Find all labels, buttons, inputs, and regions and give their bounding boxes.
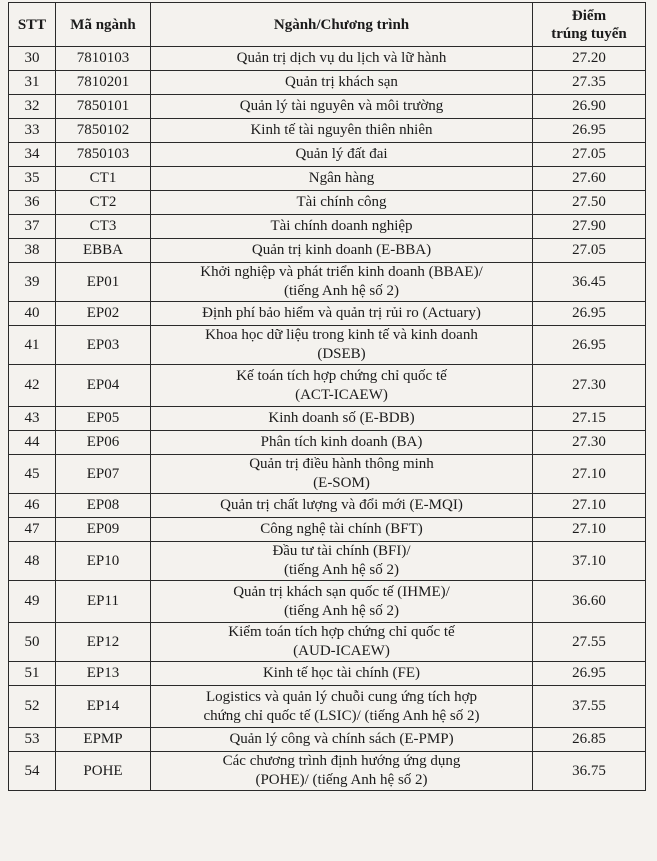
row-program: [151, 494, 533, 518]
table-row: [9, 239, 646, 263]
table-row: [9, 752, 646, 791]
row-program-line: (tiếng Anh hệ số 2): [284, 562, 399, 578]
row-program-line: Quản trị dịch vụ du lịch và lữ hành: [236, 50, 447, 66]
row-program-line: Các chương trình định hướng ứng dụng: [222, 753, 461, 769]
table-row: [9, 191, 646, 215]
table-row: [9, 263, 646, 302]
row-code: EPMP: [56, 728, 151, 752]
table-row: [9, 518, 646, 542]
row-code: 7850101: [56, 95, 151, 119]
row-score: 27.15: [533, 407, 646, 431]
row-code: CT2: [56, 191, 151, 215]
row-code: EP11: [56, 581, 151, 623]
row-program-line: Quản trị khách sạn quốc tế (IHME)/: [233, 583, 450, 600]
row-program-line: Quản lý công và chính sách (E-PMP): [229, 731, 454, 747]
header-program: Ngành/Chương trình: [151, 3, 533, 47]
row-program: [151, 119, 533, 143]
row-program-line: Kế toán tích hợp chứng chỉ quốc tế: [236, 367, 447, 384]
table-row: [9, 143, 646, 167]
row-score: 26.95: [533, 662, 646, 686]
row-program-line: Logistics và quản lý chuỗi cung ứng tích hợp: [205, 688, 478, 705]
table-row: [9, 95, 646, 119]
row-stt: 44: [9, 431, 56, 455]
row-score: 27.05: [533, 239, 646, 263]
row-program-line: (POHE)/ (tiếng Anh hệ số 2): [255, 772, 428, 788]
row-score: 37.55: [533, 686, 646, 728]
row-code: EP14: [56, 686, 151, 728]
row-code: EP13: [56, 662, 151, 686]
row-program: [151, 752, 533, 791]
row-code: POHE: [56, 752, 151, 791]
row-stt: 40: [9, 302, 56, 326]
row-score: 27.60: [533, 167, 646, 191]
row-program: [151, 542, 533, 581]
row-stt: 33: [9, 119, 56, 143]
row-stt: 47: [9, 518, 56, 542]
row-program: [151, 239, 533, 263]
row-program: [151, 686, 533, 728]
row-program: [151, 167, 533, 191]
row-program-line: Ngân hàng: [308, 170, 375, 186]
row-stt: 36: [9, 191, 56, 215]
row-stt: 34: [9, 143, 56, 167]
header-score: [533, 3, 646, 47]
row-stt: 46: [9, 494, 56, 518]
row-stt: 39: [9, 263, 56, 302]
row-score: 36.60: [533, 581, 646, 623]
row-program-line: (tiếng Anh hệ số 2): [284, 602, 399, 619]
row-stt: 52: [9, 686, 56, 728]
row-score: 26.95: [533, 302, 646, 326]
row-code: EP07: [56, 455, 151, 494]
row-program-line: Kiểm toán tích hợp chứng chỉ quốc tế: [228, 624, 455, 640]
row-program: [151, 95, 533, 119]
row-program: [151, 728, 533, 752]
row-program: [151, 623, 533, 662]
table-row: [9, 662, 646, 686]
table-row: [9, 623, 646, 662]
row-score: 26.95: [533, 326, 646, 365]
row-program-line: (DSEB): [317, 346, 366, 362]
row-code: 7810201: [56, 71, 151, 95]
row-code: EP10: [56, 542, 151, 581]
row-score: 26.85: [533, 728, 646, 752]
row-stt: 38: [9, 239, 56, 263]
row-stt: 43: [9, 407, 56, 431]
row-program-line: Quản lý tài nguyên và môi trường: [239, 98, 444, 114]
row-stt: 31: [9, 71, 56, 95]
row-program: [151, 407, 533, 431]
row-program-line: chứng chỉ quốc tế (LSIC)/ (tiếng Anh hệ số 2): [203, 707, 480, 724]
row-code: EP01: [56, 263, 151, 302]
row-score: 26.90: [533, 95, 646, 119]
row-score: 27.35: [533, 71, 646, 95]
header-score-line1: Điểm: [571, 7, 607, 24]
row-code: CT3: [56, 215, 151, 239]
table-row: [9, 326, 646, 365]
row-score: 37.10: [533, 542, 646, 581]
table-row: [9, 407, 646, 431]
row-program-line: (tiếng Anh hệ số 2): [284, 283, 399, 299]
row-score: 27.30: [533, 431, 646, 455]
row-code: EBBA: [56, 239, 151, 263]
row-score: 36.45: [533, 263, 646, 302]
row-program: [151, 143, 533, 167]
row-code: CT1: [56, 167, 151, 191]
row-stt: 30: [9, 47, 56, 71]
header-stt: STT: [9, 3, 56, 47]
row-code: EP06: [56, 431, 151, 455]
row-program: [151, 431, 533, 455]
row-program: [151, 71, 533, 95]
row-program-line: Đầu tư tài chính (BFI)/: [272, 543, 411, 559]
row-stt: 32: [9, 95, 56, 119]
row-program-line: Tài chính công: [296, 194, 387, 210]
row-program: [151, 263, 533, 302]
row-program: [151, 47, 533, 71]
row-code: 7850102: [56, 119, 151, 143]
table-row: [9, 167, 646, 191]
row-program-line: (AUD-ICAEW): [293, 643, 390, 659]
row-stt: 53: [9, 728, 56, 752]
table-row: [9, 215, 646, 239]
row-code: EP02: [56, 302, 151, 326]
row-program-line: Quản trị khách sạn: [285, 74, 398, 90]
row-program-line: Quản lý đất đai: [295, 146, 388, 162]
table-row: [9, 119, 646, 143]
row-stt: 41: [9, 326, 56, 365]
row-code: EP03: [56, 326, 151, 365]
row-stt: 42: [9, 365, 56, 407]
row-program: [151, 662, 533, 686]
row-program: [151, 455, 533, 494]
row-stt: 49: [9, 581, 56, 623]
row-score: 27.10: [533, 494, 646, 518]
row-code: EP05: [56, 407, 151, 431]
row-program-line: Khởi nghiệp và phát triển kinh doanh (BBAE)/: [200, 264, 483, 280]
row-stt: 45: [9, 455, 56, 494]
table-row: [9, 581, 646, 623]
row-program-line: (ACT-ICAEW): [295, 386, 388, 403]
table-row: [9, 686, 646, 728]
row-program: [151, 326, 533, 365]
table-row: [9, 542, 646, 581]
row-program-line: Quản trị chất lượng và đổi mới (E-MQI): [220, 497, 463, 513]
row-score: 26.95: [533, 119, 646, 143]
row-stt: 51: [9, 662, 56, 686]
row-program-line: Kinh doanh số (E-BDB): [268, 410, 415, 426]
row-program: [151, 581, 533, 623]
row-program-line: Công nghệ tài chính (BFT): [260, 521, 423, 537]
header-score-line2: trúng tuyển: [551, 25, 627, 42]
row-code: EP04: [56, 365, 151, 407]
row-score: 27.50: [533, 191, 646, 215]
row-code: 7850103: [56, 143, 151, 167]
header-code: Mã ngành: [56, 3, 151, 47]
row-score: 27.55: [533, 623, 646, 662]
row-program: [151, 191, 533, 215]
row-code: EP09: [56, 518, 151, 542]
row-stt: 35: [9, 167, 56, 191]
table-row: [9, 728, 646, 752]
row-score: 36.75: [533, 752, 646, 791]
row-score: 27.10: [533, 455, 646, 494]
row-program-line: Định phí bảo hiểm và quản trị rủi ro (Actuary): [202, 305, 481, 321]
header-row: [9, 3, 646, 47]
row-program: [151, 518, 533, 542]
row-code: EP12: [56, 623, 151, 662]
row-stt: 37: [9, 215, 56, 239]
row-program-line: Tài chính doanh nghiệp: [270, 218, 413, 234]
table-row: [9, 71, 646, 95]
row-code: 7810103: [56, 47, 151, 71]
row-score: 27.90: [533, 215, 646, 239]
row-program-line: Quản trị điều hành thông minh: [249, 456, 434, 472]
row-code: EP08: [56, 494, 151, 518]
table-row: [9, 455, 646, 494]
row-stt: 48: [9, 542, 56, 581]
row-program-line: Quản trị kinh doanh (E-BBA): [251, 242, 432, 258]
table-row: [9, 494, 646, 518]
row-score: 27.05: [533, 143, 646, 167]
table-row: [9, 302, 646, 326]
row-score: 27.20: [533, 47, 646, 71]
row-program: [151, 215, 533, 239]
table-row: [9, 47, 646, 71]
row-program-line: Kinh tế tài nguyên thiên nhiên: [250, 122, 433, 138]
row-stt: 54: [9, 752, 56, 791]
row-program: [151, 302, 533, 326]
table-row: [9, 365, 646, 407]
row-program: [151, 365, 533, 407]
row-program-line: Kinh tế học tài chính (FE): [262, 665, 421, 681]
row-program-line: Phân tích kinh doanh (BA): [260, 434, 423, 450]
admission-score-table: [8, 2, 646, 791]
table-row: [9, 431, 646, 455]
row-stt: 50: [9, 623, 56, 662]
row-program-line: (E-SOM): [313, 475, 370, 491]
row-program-line: Khoa học dữ liệu trong kinh tế và kinh doanh: [205, 327, 478, 343]
row-score: 27.30: [533, 365, 646, 407]
row-score: 27.10: [533, 518, 646, 542]
table-body: [9, 47, 646, 791]
